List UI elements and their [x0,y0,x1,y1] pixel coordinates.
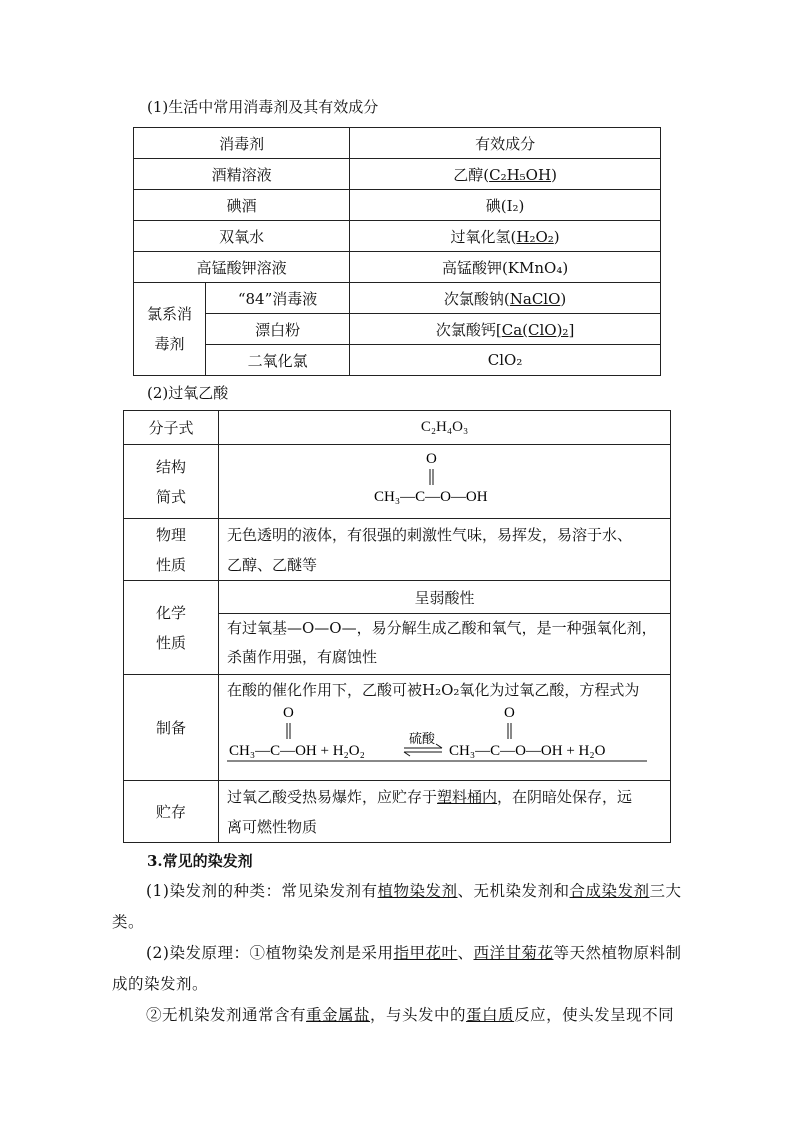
component-cell [350,283,661,314]
formula-row [124,411,671,445]
carbonyl-O: O [426,450,437,467]
table-row [134,252,661,283]
storage-underlined: 塑料桶内 [437,787,498,806]
table-row [134,190,661,221]
chemical-acid: 呈弱酸性 [219,583,670,614]
p3-text-a: ②无机染发剂通常含有 [146,1006,307,1024]
structure-chain: CH₃—C—O—OH [374,488,488,505]
right-carbonyl-O: O [504,705,515,721]
physical-row [124,519,671,581]
paragraph-3-line1 [112,1000,684,1031]
p3-underlined-2: 蛋白质 [466,1006,515,1024]
physical-line2: 乙醇、乙醚等 [227,555,318,574]
paragraph-1-line2: 类。 [112,913,145,931]
header-agent: 消毒剂 [134,128,350,159]
agent-cell: 碘酒 [134,190,350,221]
chemical-line1: 有过氧基—O—O—，易分解生成乙酸和氧气，是一种强氧化剂， [227,619,657,637]
storage-cell [219,781,671,843]
chemical-cell [219,581,671,675]
section2-title: (2)过氧乙酸 [147,384,229,402]
component-suffix: ) [553,227,560,246]
prep-equation [227,703,667,777]
physical-line1: 无色透明的液体，有很强的刺激性气味，易挥发，易溶于水、 [227,525,633,544]
p2-underlined-2: 西洋甘菊花 [473,944,554,962]
paragraph-2 [112,938,684,1000]
p1-text-a: (1)染发剂的种类：常见染发剂有 [146,882,378,900]
table-row [134,283,661,314]
component-cell [350,190,661,221]
component-text: ClO₂ [487,351,523,369]
paragraph-1 [112,876,684,938]
component-cell [350,252,661,283]
agent-cell: 双氧水 [134,221,350,252]
reverse-arrowhead [404,752,410,756]
section1-title: (1)生活中常用消毒剂及其有效成分 [147,98,379,116]
structure-label-line2: 简式 [155,487,186,506]
p3-underlined-1: 重金属盐 [306,1006,371,1024]
table-row [134,314,661,345]
component-underlined: C₂H₅OH [489,165,552,184]
structure-formula [219,447,669,517]
p2-text-a: (2)染发原理：①植物染发剂是采用 [146,944,394,962]
component-underlined: H₂O₂ [516,227,554,246]
component-suffix: ] [568,320,575,339]
table-row [134,345,661,376]
chemical-text [219,614,670,672]
chemical-label [124,581,219,675]
formula-value: C₂H₄O₃ [219,411,671,445]
p1-underlined-2: 合成染发剂 [569,882,650,900]
storage-row [124,781,671,843]
disinfectant-table [133,127,661,376]
storage-label: 贮存 [124,781,219,843]
paragraph-2-line1 [112,938,684,969]
p3-text-c: 反应，使头发呈现不同 [514,1006,675,1024]
table-header-row [134,128,661,159]
physical-cell [219,519,671,581]
structure-row [124,445,671,519]
component-cell [350,221,661,252]
component-cell [350,159,661,190]
p3-text-b: ，与头发中的 [370,1006,467,1024]
component-suffix: ) [551,165,557,184]
equation-right: CH₃—C—O—OH + H₂O [449,743,606,759]
chemical-label-line1: 化学 [155,603,186,622]
prep-line1: 在酸的催化作用下，乙酸可被H₂O₂氧化为过氧乙酸，方程式为 [227,681,640,699]
equation-left: CH₃—C—OH + H₂O₂ [229,743,365,759]
catalyst-label: 硫酸 [409,731,436,746]
p2-underlined-1: 指甲花叶 [393,944,458,962]
chemical-label-line2: 性质 [155,633,186,652]
preparation-row [124,675,671,781]
section3-title: 3.常见的染发剂 [147,852,253,870]
table-row [134,159,661,190]
storage-text-post: ，在阴暗处保存，远 [497,787,633,806]
storage-line2: 离可燃性物质 [227,817,318,836]
component-cell [350,345,661,376]
paragraph-1-line1 [112,876,684,907]
chlorine-group-label: 氯系消毒剂 [146,305,192,353]
peracetic-acid-table [123,410,671,843]
agent-cell: 酒精溶液 [134,159,350,190]
prep-cell [219,675,671,781]
forward-arrowhead [436,744,442,748]
agent-cell: 二氧化氯 [205,345,349,376]
component-text: 碘(I₂) [485,196,525,215]
structure-label-line1: 结构 [155,457,186,476]
table-row [134,221,661,252]
structure-label [124,445,219,519]
physical-label [124,519,219,581]
component-underlined: Ca(ClO)₂ [501,320,569,339]
chemical-line2: 杀菌作用强，有腐蚀性 [227,648,378,666]
p1-text-c: 三大 [649,882,682,900]
left-carbonyl-O: O [283,705,294,721]
paragraph-3 [112,1000,684,1031]
physical-label-line2: 性质 [155,555,186,574]
component-text: 过氧化氢( [450,227,517,246]
p2-text-c: 等天然植物原料制 [553,944,682,962]
storage-line1 [227,782,664,812]
paragraph-2-line2: 成的染发剂。 [112,975,209,993]
p2-text-b: 、 [457,944,474,962]
agent-cell: 高锰酸钾溶液 [134,252,350,283]
chlorine-group-cell [134,283,206,376]
component-text: 次氯酸钙[ [435,320,502,339]
chemical-row [124,581,671,675]
component-text: 次氯酸钠( [443,289,510,308]
p1-underlined-1: 植物染发剂 [377,882,458,900]
p1-text-b: 、无机染发剂和 [457,882,570,900]
physical-label-line1: 物理 [155,525,186,544]
component-text: 高锰酸钾(KMnO₄) [441,258,569,277]
component-suffix: ) [560,289,567,308]
agent-cell: “84”消毒液 [205,283,349,314]
component-underlined: NaClO [509,289,561,308]
formula-label: 分子式 [124,411,219,445]
prep-label: 制备 [124,675,219,781]
storage-text: 过氧乙酸受热易爆炸，应贮存于 [227,787,438,806]
component-text: 乙醇( [453,165,490,184]
header-component: 有效成分 [350,128,661,159]
component-cell [350,314,661,345]
agent-cell: 漂白粉 [205,314,349,345]
structure-cell [219,445,671,519]
